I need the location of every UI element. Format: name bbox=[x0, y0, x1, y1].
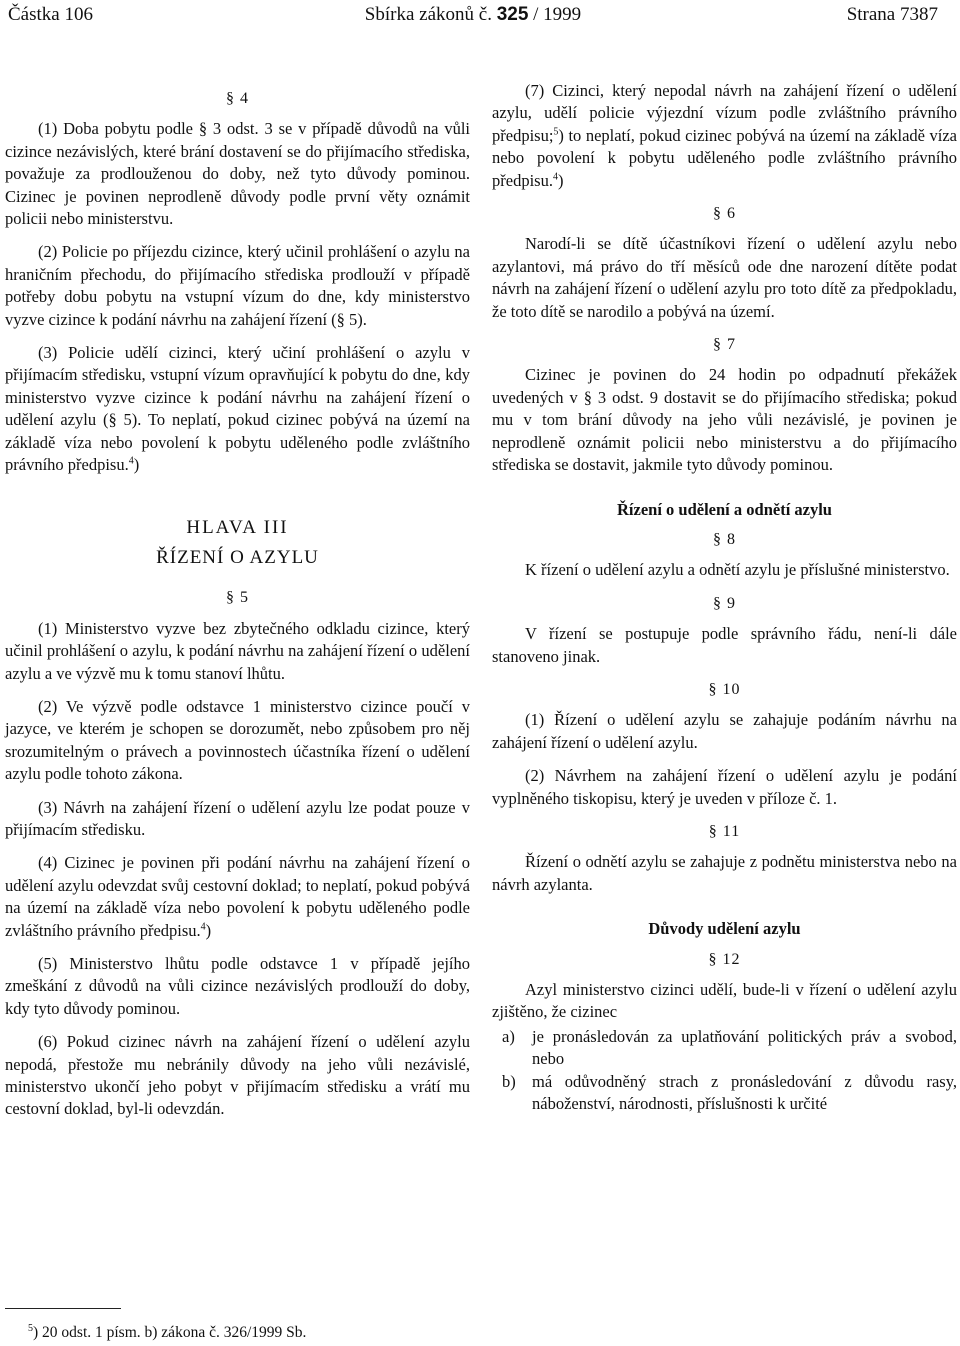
footnote bbox=[28, 1324, 306, 1342]
header-collection-prefix: Sbírka zákonů č. bbox=[364, 4, 497, 25]
section-8-para-1: K řízení o udělení azylu a odnětí azylu je příslušné ministerstvo. bbox=[525, 560, 950, 580]
section-4-para-2: (2) Policie po příjezdu cizince, který učinil prohlášení o azylu na hraničním přechodu, do přijímacího střediska prodlouží v případě potřeby dobu pobytu na vstupní vízum do dne, kdy ministerstvo vyzve cizince k podání návrhu na zahájení řízení (§ 5). bbox=[5, 242, 470, 329]
section-12-para-1: Azyl ministerstvo cizinci udělí, bude-li v řízení o udělení azylu zjištěno, že cizinec bbox=[492, 980, 957, 1022]
section-5-para-4 bbox=[5, 852, 470, 942]
footnote-ref: 5 bbox=[553, 126, 559, 138]
footnote-ref: 4 bbox=[552, 171, 558, 183]
page-header bbox=[8, 4, 938, 30]
section-5-para-7-continued: ) to neplatí, pokud cizinec pobývá na území na základě víza nebo povolení k pobytu uděleného podle zvláštního právního předpisu. bbox=[492, 125, 957, 190]
footnote-number: 5 bbox=[28, 1322, 33, 1334]
section-10-title: § 10 bbox=[708, 680, 741, 698]
section-5-para-2: (2) Ve výzvě podle odstavce 1 ministerstvo cizince poučí v jazyce, ve kterém je schopen se dorozumět, nebo způsobem pro něj srozumitelným o právech a povinnostech účastníka řízení o udělení azylu podle tohoto zákona. bbox=[5, 696, 470, 784]
list-item bbox=[492, 1026, 957, 1071]
list-item-text: má odůvodněný strach z pronásledování z důvodu rasy, náboženství, národnosti, příslušnosti k určité bbox=[532, 1071, 957, 1114]
section-6-para-1: Narodí-li se dítě účastníkovi řízení o udělení azylu nebo azylantovi, má právo do tří měsíců ode dne narození dítěte podat návrh na zahájení řízení o udělení azylu pro toto dítě za předpokladu, že toto dítě se narodilo a pobývá na území. bbox=[492, 234, 957, 321]
subheading-grounds: Důvody udělení azylu bbox=[648, 919, 801, 939]
section-6-title: § 6 bbox=[713, 205, 736, 223]
section-5-title: § 5 bbox=[226, 589, 249, 607]
section-4-title: § 4 bbox=[226, 90, 249, 107]
footnote-ref-close: ) bbox=[557, 170, 564, 190]
chapter-heading: HLAVA III bbox=[186, 516, 289, 538]
section-9-para-1: V řízení se postupuje podle správního řádu, není-li dále stanoveno jinak. bbox=[492, 624, 957, 666]
section-7-title: § 7 bbox=[713, 336, 736, 354]
list-item bbox=[492, 1071, 957, 1116]
section-5-para-7-text: (7) Cizinci, který nepodal návrh na zahájení řízení o udělení azylu, udělí policie výjezdní vízum podle zvláštního právního předpisu; bbox=[492, 81, 957, 145]
header-issue: Částka 106 bbox=[8, 4, 93, 25]
footnote-ref: 4 bbox=[200, 921, 206, 933]
section-5-para-5: (5) Ministerstvo lhůtu podle odstavce 1 v případě jejího zmeškání z důvodů na vůli cizince nezávislých prodlouží do doby, kdy tyto důvody pominou. bbox=[5, 954, 470, 1018]
right-column bbox=[492, 80, 957, 1115]
left-column bbox=[5, 80, 470, 1132]
section-5-para-1: (1) Ministerstvo vyzve bez zbytečného odkladu cizince, který učinil prohlášení o azylu, k podání návrhu na zahájení řízení o udělení azylu a ve výzvě mu k tomu stanoví lhůtu. bbox=[5, 618, 470, 683]
header-page-number: Strana 7387 bbox=[846, 4, 938, 25]
section-5-para-4-text: (4) Cizinec je povinen při podání návrhu na zahájení řízení o udělení azylu odevzdat svůj cestovní doklad; to neplatí, pokud pobývá na území na základě víza nebo povolení k pobytu uděleného podle zvláštního právního předpisu. bbox=[5, 853, 470, 940]
chapter-title: ŘÍZENÍ O AZYLU bbox=[156, 546, 319, 568]
header-collection bbox=[8, 4, 938, 26]
list-item-label: b) bbox=[502, 1071, 516, 1091]
list-item-label: a) bbox=[502, 1026, 515, 1046]
section-10-para-2: (2) Návrhem na zahájení řízení o udělení azylu je podání vyplněného tiskopisu, který je uveden v příloze č. 1. bbox=[492, 766, 957, 808]
header-collection-year: / 1999 bbox=[528, 4, 582, 25]
section-9-title: § 9 bbox=[713, 594, 736, 612]
footnote-text: ) 20 odst. 1 písm. b) zákona č. 326/1999 Sb. bbox=[33, 1324, 307, 1341]
section-5-para-3: (3) Návrh na zahájení řízení o udělení azylu lze podat pouze v přijímacím středisku. bbox=[5, 797, 470, 839]
footnote-ref-close: ) bbox=[133, 455, 140, 475]
section-7-para-1: Cizinec je povinen do 24 hodin po odpadnutí překážek uvedených v § 3 odst. 9 dostavit se do přijímacího střediska; pokud mu v tom brání důvody na jeho vůli nezávislé, je povinen je neprodleně oznámit policii nebo ministerstvu a do přijímacího střediska se dostavit, jakmile tyto důvody pominou. bbox=[492, 365, 957, 475]
section-4-para-1: (1) Doba pobytu podle § 3 odst. 3 se v případě důvodů na vůli cizince nezávislých, které brání dostavení se do přijímacího střediska, považuje za prodlouženou do doby, než tyto důvody pominou. Cizinec je povinen neprodleně důvody podle první věty oznámit policii nebo ministerstvu. bbox=[5, 119, 470, 229]
subheading-proceedings: Řízení o udělení a odnětí azylu bbox=[617, 499, 832, 519]
section-12-title: § 12 bbox=[708, 950, 741, 968]
footnote-ref-close: ) bbox=[205, 920, 212, 940]
section-11-title: § 11 bbox=[708, 822, 741, 840]
section-5-para-6: (6) Pokud cizinec návrh na zahájení řízení o udělení azylu nepodá, přestože mu nebránily důvody na jeho vůli nezávislé, ministerstvo ukončí jeho pobyt v přijímacím středisku a vrátí mu cestovní doklad, byl-li odevzdán. bbox=[5, 1032, 470, 1119]
section-12-list bbox=[492, 1026, 957, 1116]
section-5-para-7 bbox=[492, 80, 957, 192]
section-8-title: § 8 bbox=[713, 530, 736, 548]
section-11-para-1: Řízení o odnětí azylu se zahajuje z podnětu ministerstva nebo na návrh azylanta. bbox=[492, 852, 957, 894]
header-law-number: 325 bbox=[496, 4, 529, 25]
section-4-para-3 bbox=[5, 342, 470, 476]
section-10-para-1: (1) Řízení o udělení azylu se zahajuje podáním návrhu na zahájení řízení o udělení azylu. bbox=[492, 710, 957, 752]
footnote-ref: 4 bbox=[128, 455, 134, 467]
footnote-separator bbox=[5, 1308, 121, 1309]
list-item-text: je pronásledován za uplatňování politických práv a svobod, nebo bbox=[532, 1026, 957, 1069]
section-4-para-3-text: (3) Policie udělí cizinci, který učiní prohlášení o azylu v přijímacím středisku, vstupní vízum opravňující k pobytu do dne, kdy ministerstvo vyzve cizince k podání návrhu na zahájení řízení o udělení azylu (§ 5). To neplatí, pokud cizinec pobývá na území na základě víza nebo povolení k pobytu uděleného podle zvláštního právního předpisu. bbox=[5, 343, 470, 475]
